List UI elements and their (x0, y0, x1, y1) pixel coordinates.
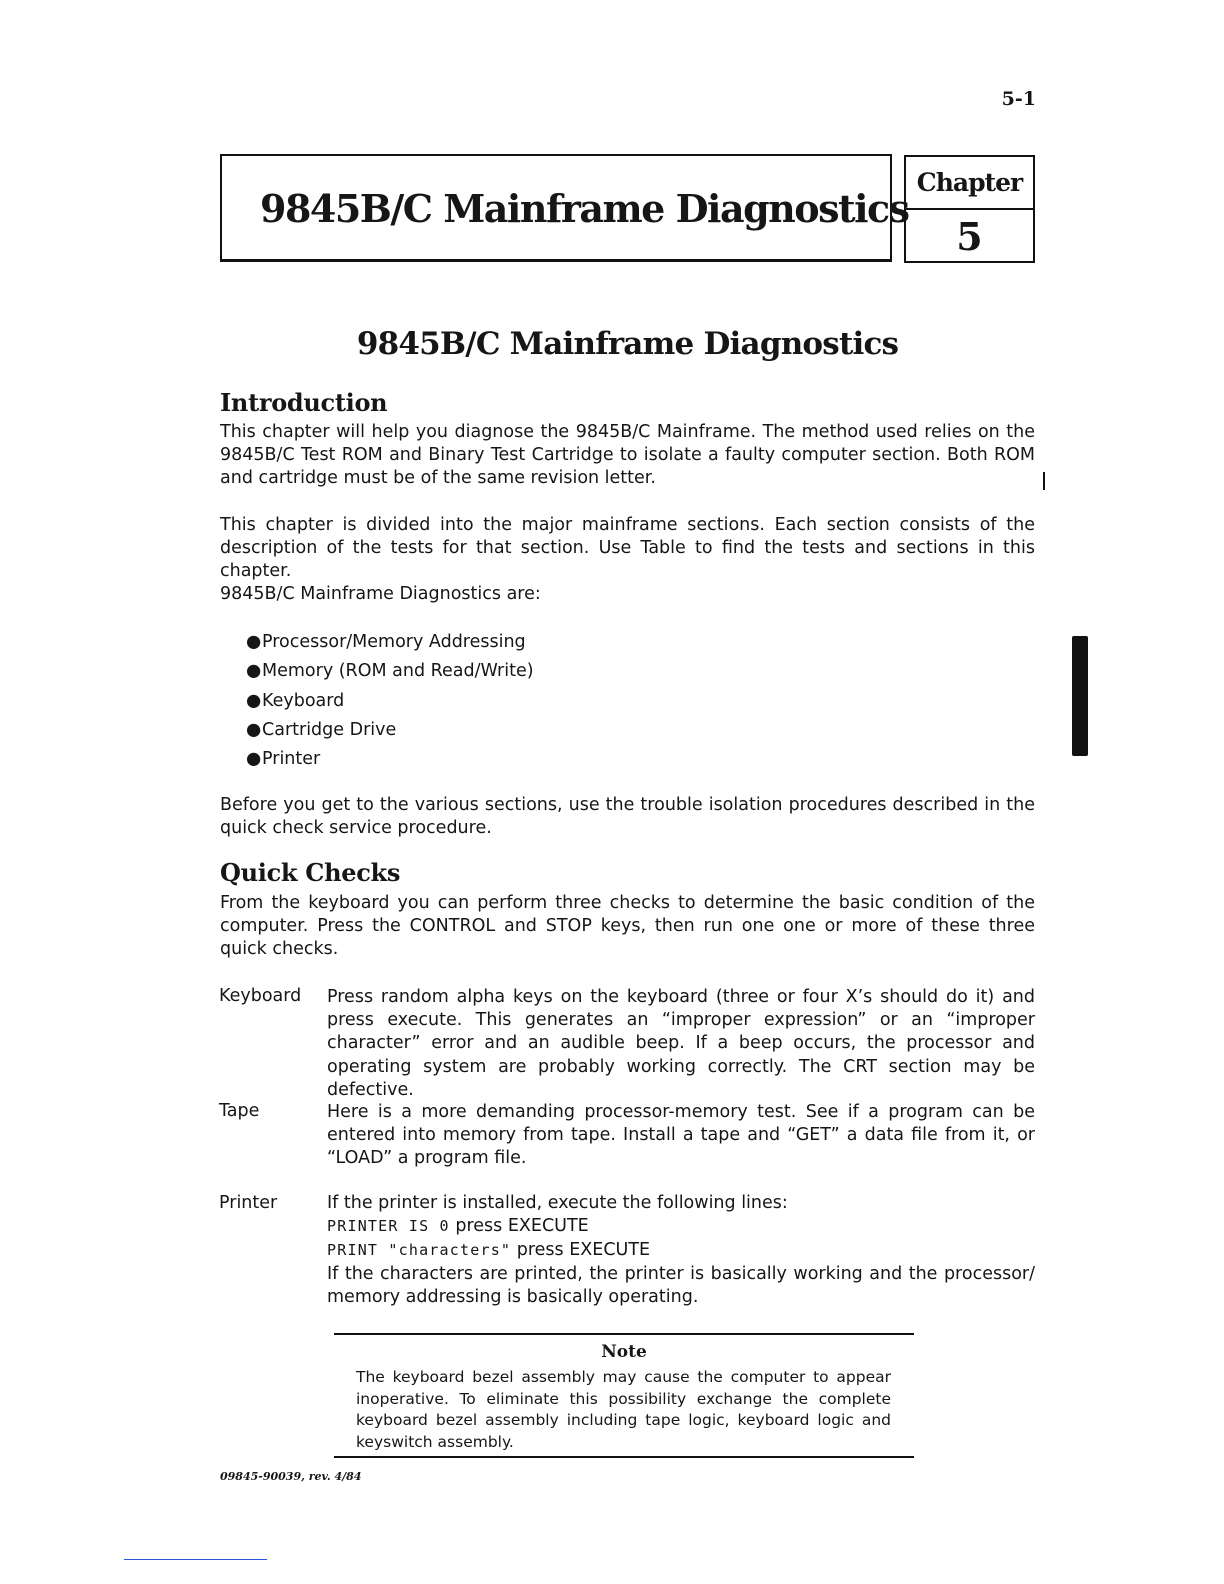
document-id: 09845-90039, rev. 4/84 (220, 1470, 362, 1483)
note-title: Note (601, 1342, 647, 1362)
list-item-label: Cartridge Drive (262, 719, 397, 740)
revision-change-bar-thick (1072, 636, 1088, 756)
bullet-icon: ● (246, 719, 262, 740)
bullet-icon: ● (246, 632, 262, 652)
quick-checks-intro: From the keyboard you can perform three checks to determine the basic condition of the computer. Press the CONTROL and STOP keys, then run one one or more of these three quick checks. (220, 893, 1035, 960)
list-item (246, 628, 534, 657)
chapter-title: 9845B/C Mainframe Diagnostics (260, 186, 909, 231)
chapter-title-box (220, 154, 909, 262)
chapter-number: 5 (956, 214, 983, 259)
list-item (246, 687, 534, 716)
code-line-2 (327, 1240, 650, 1260)
code-line-1 (327, 1216, 589, 1236)
quick-checks-heading: Quick Checks (220, 858, 401, 887)
code-print: PRINT "characters" (327, 1241, 512, 1259)
list-item (246, 657, 534, 686)
chapter-number-box (904, 155, 1035, 263)
code-line-1-suffix: press EXECUTE (455, 1216, 589, 1236)
code-line-2-suffix: press EXECUTE (516, 1240, 651, 1260)
check-description-tape: Here is a more demanding processor-memory test. See if a program can be entered into memory from tape. Install a tape and “GET” a data file from it, or “LOAD” a program file. (327, 1102, 1035, 1169)
scan-artifact-line (124, 1559, 267, 1560)
list-item (246, 745, 534, 774)
introduction-paragraph-4: Before you get to the various sections, use the trouble isolation procedures described in the quick check service procedure. (220, 795, 1035, 839)
diagnostics-list-intro: 9845B/C Mainframe Diagnostics are: (220, 584, 541, 604)
list-item-label: Keyboard (262, 690, 345, 711)
page-title: 9845B/C Mainframe Diagnostics (356, 326, 899, 362)
introduction-paragraph-2: This chapter is divided into the major mainframe sections. Each section consists of the description of the tests for that section. Use Table to find the tests and sections in this chapter. (220, 515, 1035, 582)
revision-change-bar (1043, 472, 1045, 490)
list-item (246, 716, 534, 745)
bullet-icon: ● (246, 690, 262, 711)
diagnostics-list (246, 628, 534, 774)
list-item-label: Processor/Memory Addressing (262, 632, 526, 652)
list-item-label: Printer (262, 749, 321, 770)
page-number: 5-1 (1001, 88, 1036, 110)
code-printer-is: PRINTER IS 0 (327, 1217, 450, 1235)
introduction-paragraph-1: This chapter will help you diagnose the 9845B/C Mainframe. The method used relies on the 9845B/C Test ROM and Binary Test Cartridge to isolate a faulty computer section. Both ROM and cartridge must be of the same revision letter. (220, 422, 1035, 489)
check-description-keyboard: Press random alpha keys on the keyboard (three or four X’s should do it) and press execute. This generates an “improper expression” or an “improper character” error and an audible beep. If a beep occurs, the processor and operating system are probably working correctly. The CRT section may be defective. (327, 987, 1035, 1100)
note-top-rule (334, 1333, 914, 1335)
list-item-label: Memory (ROM and Read/Write) (262, 661, 534, 682)
note-bottom-rule (334, 1456, 914, 1458)
check-description-printer: If the characters are printed, the printer is basically working and the processor/ memory addressing is basically operating. (327, 1264, 1035, 1308)
chapter-label: Chapter (906, 157, 1033, 210)
bullet-icon: ● (246, 749, 262, 770)
check-term-tape: Tape (219, 1101, 260, 1121)
check-term-keyboard: Keyboard (219, 986, 302, 1006)
note-body: The keyboard bezel assembly may cause the computer to appear inoperative. To eliminate this possibility exchange the complete keyboard bezel assembly including tape logic, keyboard logic and keyswitch assembly. (356, 1368, 891, 1451)
printer-instructions: If the printer is installed, execute the following lines: (327, 1193, 788, 1213)
check-term-printer: Printer (219, 1193, 278, 1213)
introduction-heading: Introduction (220, 388, 388, 417)
bullet-icon: ● (246, 661, 262, 682)
